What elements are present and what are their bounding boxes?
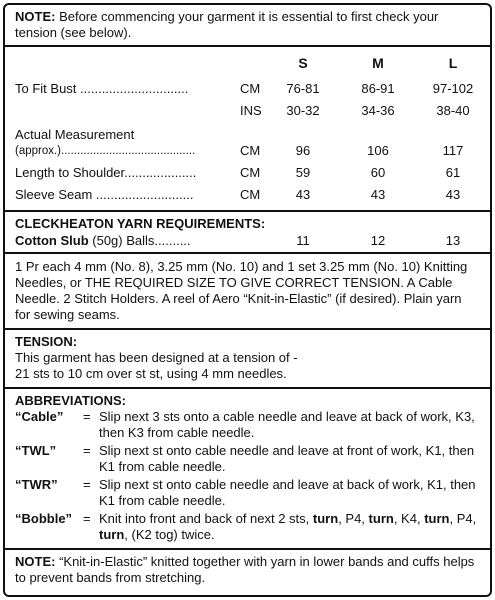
abbreviation-equals: = [83,511,91,526]
row-fit-bust-ins [15,103,490,119]
abbreviation-item [15,443,480,475]
row-value: 76-81 [286,81,320,96]
needles-text: 1 Pr each 4 mm (No. 8), 3.25 mm (No. 10) and 1 set 3.25 mm (No. 10) Knitting Needles, or THE REQUIRED SIZE TO GIVE CORRECT TENSION. A Cable Needle. 2 Stitch Holders. A reel of Aero “Knit-in-Elastic” (if desired). Plain yarn for sewing seams. [15,259,468,322]
bobble-text: , P4, [449,511,477,526]
bobble-turn: turn [312,511,339,526]
note-top-text: Before commencing your garment it is essential to first check your tension (see below). [15,9,439,40]
row-value: 106 [367,143,389,158]
row-label: Sleeve Seam ........................... [15,187,194,202]
row-value: 96 [295,143,311,158]
tension-section [5,330,490,389]
abbreviation-definition [99,511,480,543]
row-label: To Fit Bust .............................. [15,81,189,96]
yarn-value: 11 [296,233,310,248]
bobble-text: , (K2 tog) twice. [124,527,215,542]
tension-line-1: This garment has been designed at a tension of - [15,350,298,365]
row-value: 117 [442,143,464,158]
abbreviation-definition: Slip next st onto cable needle and leave at front of work, K1, then K1 from cable needle. [99,443,475,474]
row-value: 43 [370,187,386,202]
size-header-s: S [298,55,308,71]
row-unit: CM [240,165,261,180]
bobble-text: Knit into front and back of next 2 sts, [99,511,313,526]
yarn-requirements [5,212,490,254]
note-bottom-label: NOTE: [15,554,56,569]
row-length-to-shoulder [15,165,490,181]
abbreviation-term: “TWL” [15,443,57,458]
sizes-header-row [15,55,490,71]
abbreviation-item-bobble [15,511,480,543]
sizes-table [5,47,490,212]
tension-title: TENSION: [15,334,78,349]
size-header-m: M [372,55,384,71]
row-unit: CM [240,81,261,96]
row-label: Actual Measurement [15,127,135,142]
yarn-title: CLECKHEATON YARN REQUIREMENTS: [15,216,266,231]
row-fit-bust-cm [15,81,490,97]
row-unit: CM [240,143,261,158]
row-value: 97-102 [432,81,474,96]
row-value: 34-36 [361,103,395,118]
abbreviation-equals: = [83,443,91,458]
bobble-text: , P4, [338,511,369,526]
note-bottom [5,550,490,590]
yarn-value: 13 [445,233,461,248]
yarn-value: 12 [370,233,386,248]
yarn-item-rest: (50g) Balls.......... [88,233,191,248]
row-value: 38-40 [436,103,470,118]
yarn-item-name: Cotton Slub [15,233,89,248]
abbreviation-item [15,477,480,509]
abbreviation-term: “Cable” [15,409,64,424]
needles-materials [5,254,490,330]
abbreviation-equals: = [83,409,91,424]
yarn-item-row [15,233,490,249]
abbreviation-equals: = [83,477,91,492]
row-actual-measurement [15,143,490,159]
row-value: 61 [445,165,461,180]
abbreviation-term: “Bobble” [15,511,73,526]
row-actual-measurement-title [15,127,490,143]
abbreviation-term: “TWR” [15,477,58,492]
row-value: 60 [370,165,386,180]
row-value: 86-91 [361,81,395,96]
row-label: Length to Shoulder.................... [15,165,197,180]
row-unit: CM [240,187,261,202]
size-header-l: L [448,55,458,71]
row-value: 43 [295,187,311,202]
row-sleeve-seam [15,187,490,203]
bobble-text: , K4, [393,511,425,526]
row-value: 30-32 [286,103,320,118]
abbreviation-item [15,409,480,441]
abbreviation-definition: Slip next 3 sts onto a cable needle and leave at back of work, K3, then K3 from cable needle. [99,409,475,440]
pattern-info-panel [3,3,492,597]
note-top-label: NOTE: [15,9,56,24]
note-bottom-text: “Knit-in-Elastic” knitted together with yarn in lower bands and cuffs helps to prevent bands from stretching. [15,554,475,585]
row-label: (approx.).......................................... [15,145,196,157]
yarn-item-label [15,233,191,249]
bobble-turn: turn [368,511,394,526]
abbreviation-definition: Slip next st onto cable needle and leave at back of work, K1, then K1 from cable needle. [99,477,476,508]
bobble-turn: turn [99,527,125,542]
note-top [5,5,490,47]
row-value: 43 [445,187,461,202]
abbreviations-title: ABBREVIATIONS: [15,393,126,408]
row-unit: INS [240,103,262,118]
bobble-turn: turn [424,511,450,526]
abbreviations-section [5,389,490,550]
row-value: 59 [295,165,311,180]
tension-line-2: 21 sts to 10 cm over st st, using 4 mm needles. [15,366,287,381]
